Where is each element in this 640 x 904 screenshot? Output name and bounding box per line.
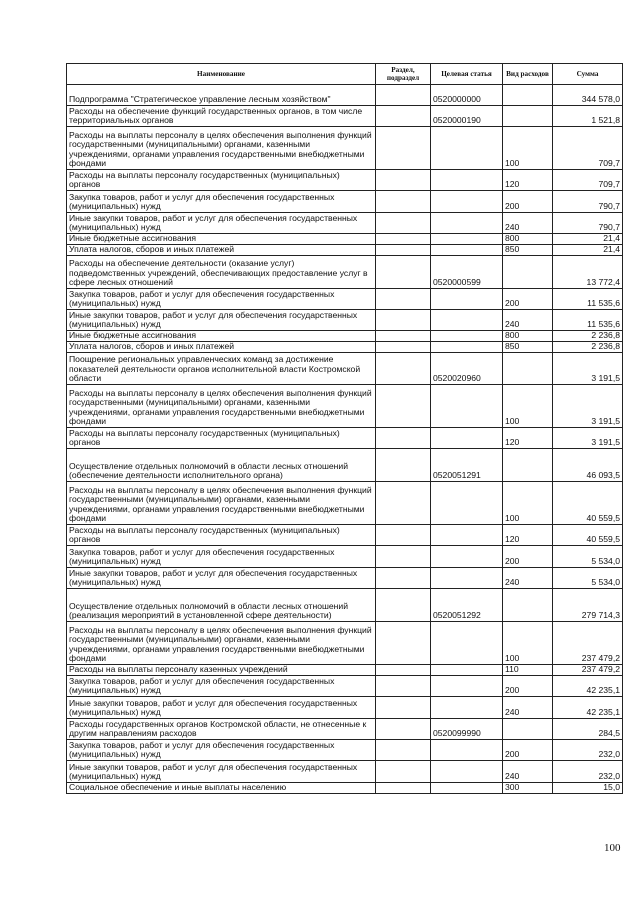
row-sum: 5 534,0 bbox=[553, 568, 623, 589]
row-sum: 42 235,1 bbox=[553, 676, 623, 697]
row-target bbox=[431, 428, 503, 449]
table-row bbox=[67, 106, 623, 127]
row-target bbox=[431, 525, 503, 546]
table-body bbox=[67, 85, 623, 794]
row-kind: 110 bbox=[503, 665, 553, 676]
row-name: Расходы на выплаты персоналу в целях обеспечения выполнения функций государственными (муниципальными) органами, казенными учреждениями, органами управления государственными внебюджетными фондами bbox=[67, 622, 376, 665]
row-target: 0520000000 bbox=[431, 85, 503, 106]
header-sum: Сумма bbox=[553, 64, 623, 85]
budget-table bbox=[66, 63, 623, 794]
row-section bbox=[376, 697, 431, 719]
row-kind: 240 bbox=[503, 213, 553, 234]
row-sum: 11 535,6 bbox=[553, 310, 623, 331]
row-name: Расходы государственных органов Костромской области, не отнесенные к другим направлениям расходов bbox=[67, 719, 376, 740]
row-section bbox=[376, 568, 431, 589]
row-sum: 2 236,8 bbox=[553, 342, 623, 353]
row-section bbox=[376, 525, 431, 546]
row-name: Осуществление отдельных полномочий в области лесных отношений (реализация мероприятий в установленной сфере деятельности) bbox=[67, 589, 376, 622]
row-name: Закупка товаров, работ и услуг для обеспечения государственных (муниципальных) нужд bbox=[67, 546, 376, 568]
row-section bbox=[376, 106, 431, 127]
row-section bbox=[376, 761, 431, 783]
row-target bbox=[431, 783, 503, 794]
row-kind: 240 bbox=[503, 761, 553, 783]
row-name: Поощрение региональных управленческих команд за достижение показателей деятельности органов исполнительной власти Костромской области bbox=[67, 353, 376, 385]
row-kind: 850 bbox=[503, 342, 553, 353]
row-sum: 237 479,2 bbox=[553, 665, 623, 676]
row-kind: 240 bbox=[503, 310, 553, 331]
row-section bbox=[376, 482, 431, 525]
row-name: Расходы на выплаты персоналу в целях обеспечения выполнения функций государственными (муниципальными) органами, казенными учреждениями, органами управления государственными внебюджетными фондами bbox=[67, 482, 376, 525]
row-sum: 3 191,5 bbox=[553, 428, 623, 449]
row-target bbox=[431, 482, 503, 525]
row-name: Иные бюджетные ассигнования bbox=[67, 234, 376, 245]
row-target bbox=[431, 191, 503, 213]
table-row bbox=[67, 568, 623, 589]
table-row bbox=[67, 127, 623, 170]
row-section bbox=[376, 170, 431, 191]
row-section bbox=[376, 289, 431, 310]
row-target: 0520051292 bbox=[431, 589, 503, 622]
table-row bbox=[67, 665, 623, 676]
row-kind: 200 bbox=[503, 740, 553, 761]
table-row bbox=[67, 546, 623, 568]
row-section bbox=[376, 213, 431, 234]
header-kind: Вид расходов bbox=[503, 64, 553, 85]
row-target: 0520000190 bbox=[431, 106, 503, 127]
table-row bbox=[67, 719, 623, 740]
row-target bbox=[431, 289, 503, 310]
table-row bbox=[67, 353, 623, 385]
table-row bbox=[67, 589, 623, 622]
row-kind: 200 bbox=[503, 191, 553, 213]
header-name: Наименование bbox=[67, 64, 376, 85]
row-section bbox=[376, 331, 431, 342]
row-name: Иные закупки товаров, работ и услуг для обеспечения государственных (муниципальных) нужд bbox=[67, 761, 376, 783]
row-sum: 232,0 bbox=[553, 761, 623, 783]
row-kind: 200 bbox=[503, 676, 553, 697]
row-kind: 100 bbox=[503, 482, 553, 525]
row-sum: 15,0 bbox=[553, 783, 623, 794]
row-target bbox=[431, 546, 503, 568]
row-target: 0520099990 bbox=[431, 719, 503, 740]
header-section: Раздел, подраздел bbox=[376, 64, 431, 85]
table-row bbox=[67, 740, 623, 761]
row-sum: 790,7 bbox=[553, 191, 623, 213]
table-row bbox=[67, 622, 623, 665]
row-section bbox=[376, 676, 431, 697]
row-name: Иные закупки товаров, работ и услуг для обеспечения государственных (муниципальных) нужд bbox=[67, 568, 376, 589]
table-row bbox=[67, 676, 623, 697]
row-section bbox=[376, 428, 431, 449]
row-target bbox=[431, 740, 503, 761]
table-row bbox=[67, 385, 623, 428]
row-target bbox=[431, 170, 503, 191]
row-kind: 200 bbox=[503, 289, 553, 310]
row-sum: 3 191,5 bbox=[553, 385, 623, 428]
row-kind bbox=[503, 589, 553, 622]
row-name: Закупка товаров, работ и услуг для обеспечения государственных (муниципальных) нужд bbox=[67, 191, 376, 213]
row-sum: 46 093,5 bbox=[553, 449, 623, 482]
row-section bbox=[376, 589, 431, 622]
row-section bbox=[376, 449, 431, 482]
row-target bbox=[431, 331, 503, 342]
table-row bbox=[67, 245, 623, 256]
row-sum: 21,4 bbox=[553, 234, 623, 245]
row-name: Расходы на выплаты персоналу в целях обеспечения выполнения функций государственными (муниципальными) органами, казенными учреждениями, органами управления государственными внебюджетными фондами bbox=[67, 385, 376, 428]
row-target bbox=[431, 697, 503, 719]
row-name: Расходы на выплаты персоналу казенных учреждений bbox=[67, 665, 376, 676]
row-section bbox=[376, 245, 431, 256]
row-sum: 1 521,8 bbox=[553, 106, 623, 127]
row-sum: 5 534,0 bbox=[553, 546, 623, 568]
table-row bbox=[67, 449, 623, 482]
row-kind: 240 bbox=[503, 568, 553, 589]
row-sum: 42 235,1 bbox=[553, 697, 623, 719]
table-row bbox=[67, 310, 623, 331]
row-target bbox=[431, 568, 503, 589]
table-row bbox=[67, 482, 623, 525]
row-sum: 344 578,0 bbox=[553, 85, 623, 106]
row-name: Иные закупки товаров, работ и услуг для обеспечения государственных (муниципальных) нужд bbox=[67, 697, 376, 719]
row-kind: 100 bbox=[503, 127, 553, 170]
row-target: 0520020960 bbox=[431, 353, 503, 385]
row-sum: 232,0 bbox=[553, 740, 623, 761]
row-sum: 279 714,3 bbox=[553, 589, 623, 622]
row-kind bbox=[503, 353, 553, 385]
row-sum: 709,7 bbox=[553, 127, 623, 170]
row-kind bbox=[503, 106, 553, 127]
row-section bbox=[376, 622, 431, 665]
header-target: Целевая статья bbox=[431, 64, 503, 85]
table-row bbox=[67, 256, 623, 289]
table-row bbox=[67, 342, 623, 353]
row-section bbox=[376, 719, 431, 740]
row-target bbox=[431, 665, 503, 676]
row-sum: 3 191,5 bbox=[553, 353, 623, 385]
table-row bbox=[67, 234, 623, 245]
row-target: 0520000599 bbox=[431, 256, 503, 289]
page-number: 100 bbox=[604, 842, 621, 854]
row-target bbox=[431, 761, 503, 783]
row-name: Закупка товаров, работ и услуг для обеспечения государственных (муниципальных) нужд bbox=[67, 289, 376, 310]
row-target bbox=[431, 676, 503, 697]
row-sum: 709,7 bbox=[553, 170, 623, 191]
row-kind: 240 bbox=[503, 697, 553, 719]
row-kind: 100 bbox=[503, 622, 553, 665]
row-target: 0520051291 bbox=[431, 449, 503, 482]
row-name: Иные закупки товаров, работ и услуг для обеспечения государственных (муниципальных) нужд bbox=[67, 213, 376, 234]
row-name: Уплата налогов, сборов и иных платежей bbox=[67, 245, 376, 256]
row-section bbox=[376, 256, 431, 289]
row-sum: 237 479,2 bbox=[553, 622, 623, 665]
row-sum: 40 559,5 bbox=[553, 482, 623, 525]
table-row bbox=[67, 289, 623, 310]
row-target bbox=[431, 245, 503, 256]
row-name: Иные закупки товаров, работ и услуг для обеспечения государственных (муниципальных) нужд bbox=[67, 310, 376, 331]
row-section bbox=[376, 191, 431, 213]
row-target bbox=[431, 127, 503, 170]
row-sum: 13 772,4 bbox=[553, 256, 623, 289]
row-sum: 2 236,8 bbox=[553, 331, 623, 342]
row-section bbox=[376, 127, 431, 170]
row-name: Расходы на обеспечение деятельности (оказание услуг) подведомственных учреждений, обеспечивающих предоставление услуг в сфере лесных отношений bbox=[67, 256, 376, 289]
table-header-row bbox=[67, 64, 623, 85]
row-sum: 40 559,5 bbox=[553, 525, 623, 546]
row-kind bbox=[503, 85, 553, 106]
row-sum: 21,4 bbox=[553, 245, 623, 256]
row-name: Уплата налогов, сборов и иных платежей bbox=[67, 342, 376, 353]
row-kind: 120 bbox=[503, 170, 553, 191]
row-kind: 800 bbox=[503, 234, 553, 245]
row-name: Закупка товаров, работ и услуг для обеспечения государственных (муниципальных) нужд bbox=[67, 676, 376, 697]
row-name: Расходы на обеспечение функций государственных органов, в том числе территориальных органов bbox=[67, 106, 376, 127]
row-name: Расходы на выплаты персоналу государственных (муниципальных) органов bbox=[67, 428, 376, 449]
row-kind: 120 bbox=[503, 428, 553, 449]
row-target bbox=[431, 234, 503, 245]
row-name: Иные бюджетные ассигнования bbox=[67, 331, 376, 342]
table-row bbox=[67, 525, 623, 546]
row-name: Расходы на выплаты персоналу государственных (муниципальных) органов bbox=[67, 170, 376, 191]
table-row bbox=[67, 213, 623, 234]
row-kind: 120 bbox=[503, 525, 553, 546]
row-name: Закупка товаров, работ и услуг для обеспечения государственных (муниципальных) нужд bbox=[67, 740, 376, 761]
row-target bbox=[431, 622, 503, 665]
row-section bbox=[376, 85, 431, 106]
row-name: Расходы на выплаты персоналу государственных (муниципальных) органов bbox=[67, 525, 376, 546]
table-row bbox=[67, 428, 623, 449]
table-row bbox=[67, 783, 623, 794]
row-section bbox=[376, 546, 431, 568]
row-sum: 790,7 bbox=[553, 213, 623, 234]
row-name: Подпрограмма "Стратегическое управление лесным хозяйством" bbox=[67, 85, 376, 106]
row-target bbox=[431, 385, 503, 428]
row-kind bbox=[503, 719, 553, 740]
row-kind bbox=[503, 256, 553, 289]
row-target bbox=[431, 342, 503, 353]
table-row bbox=[67, 331, 623, 342]
row-kind bbox=[503, 449, 553, 482]
table-row bbox=[67, 170, 623, 191]
table-row bbox=[67, 761, 623, 783]
row-target bbox=[431, 310, 503, 331]
row-kind: 850 bbox=[503, 245, 553, 256]
row-section bbox=[376, 353, 431, 385]
row-section bbox=[376, 385, 431, 428]
row-sum: 11 535,6 bbox=[553, 289, 623, 310]
table-row bbox=[67, 191, 623, 213]
row-name: Расходы на выплаты персоналу в целях обеспечения выполнения функций государственными (муниципальными) органами, казенными учреждениями, органами управления государственными внебюджетными фондами bbox=[67, 127, 376, 170]
row-kind: 200 bbox=[503, 546, 553, 568]
row-kind: 300 bbox=[503, 783, 553, 794]
row-section bbox=[376, 740, 431, 761]
row-name: Социальное обеспечение и иные выплаты населению bbox=[67, 783, 376, 794]
row-section bbox=[376, 783, 431, 794]
row-name: Осуществление отдельных полномочий в области лесных отношений (обеспечение деятельности исполнительного органа) bbox=[67, 449, 376, 482]
row-sum: 284,5 bbox=[553, 719, 623, 740]
row-target bbox=[431, 213, 503, 234]
row-section bbox=[376, 665, 431, 676]
row-section bbox=[376, 342, 431, 353]
table-row bbox=[67, 85, 623, 106]
row-section bbox=[376, 310, 431, 331]
row-section bbox=[376, 234, 431, 245]
row-kind: 100 bbox=[503, 385, 553, 428]
table-row bbox=[67, 697, 623, 719]
row-kind: 800 bbox=[503, 331, 553, 342]
